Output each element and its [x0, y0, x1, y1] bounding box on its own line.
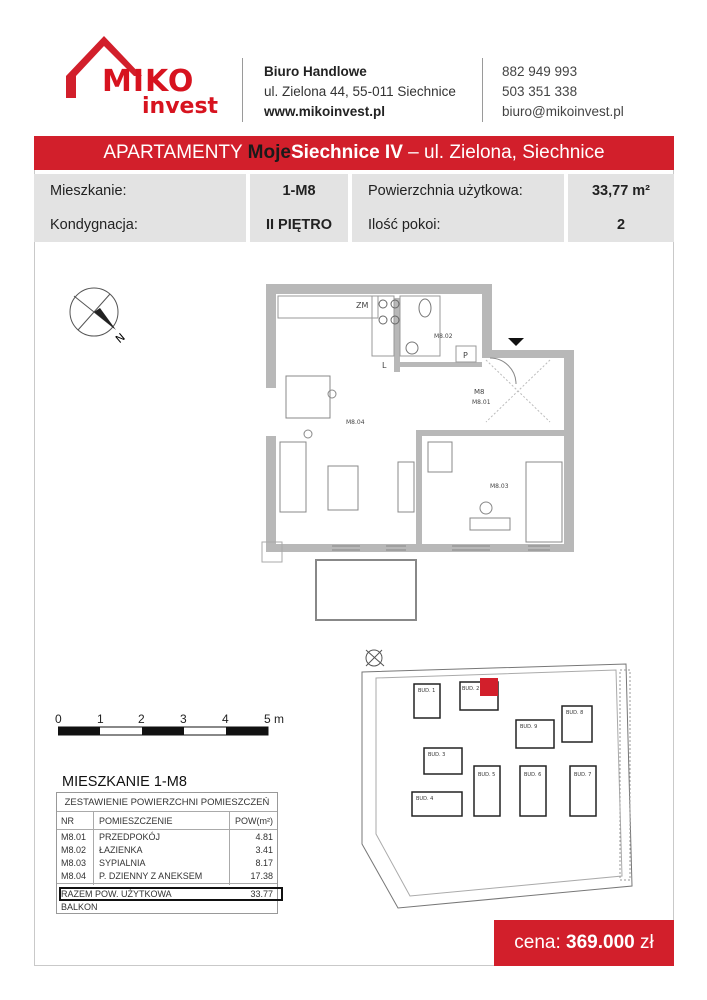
row-area: 8.17 [255, 858, 273, 868]
entrance-arrow-icon [508, 338, 524, 346]
info-row-2 [34, 208, 674, 242]
area-value: 33,77 m² [568, 174, 674, 208]
price-currency: zł [634, 932, 654, 953]
north-arrow-icon [66, 286, 136, 346]
website-link[interactable]: www.mikoinvest.pl [264, 104, 386, 119]
flat-value: 1-M8 [250, 174, 348, 208]
row-nr: M8.02 [61, 845, 87, 855]
contact-info [502, 62, 624, 122]
office-info [264, 62, 456, 122]
email-link[interactable]: biuro@mikoinvest.pl [502, 104, 624, 119]
scale-tick-5: 5 m [264, 712, 285, 726]
miko-invest-logo [64, 34, 229, 118]
flat-label: Mieszkanie: [34, 174, 246, 208]
table-row [57, 844, 277, 856]
site-label-8: BUD. 8 [566, 710, 584, 716]
total-row [57, 888, 277, 900]
row-room: P. DZIENNY Z ANEKSEM [99, 871, 203, 881]
area-table [56, 792, 278, 914]
floor-plan [250, 276, 580, 626]
row-area: 3.41 [255, 845, 273, 855]
site-plan [354, 644, 644, 914]
col-room: POMIESZCZENIE [99, 816, 173, 826]
phone-2[interactable]: 503 351 338 [502, 84, 578, 99]
table-row [57, 870, 277, 882]
svg-text:N: N [113, 330, 128, 346]
site-label-4: BUD. 4 [416, 796, 434, 802]
p-label: P [463, 351, 468, 360]
row-room: PRZEDPOKÓJ [99, 832, 161, 842]
highlighted-flat-marker [480, 678, 498, 696]
divider [482, 58, 483, 122]
total-label: RAZEM POW. UŻYTKOWA [61, 889, 172, 899]
zm-label: ZM [356, 301, 369, 310]
logo-miko-text: MIKO [102, 64, 195, 99]
table-column-headers [57, 815, 277, 827]
title-suffix: – ul. Zielona, Siechnice [402, 142, 605, 163]
rooms-value: 2 [568, 208, 674, 242]
site-label-5: BUD. 5 [478, 772, 496, 778]
price-label: cena: [514, 932, 567, 953]
floor-label: Kondygnacja: [34, 208, 246, 242]
row-room: SYPIALNIA [99, 858, 146, 868]
row-area: 17.38 [250, 871, 273, 881]
divider [242, 58, 243, 122]
site-label-7: BUD. 7 [574, 772, 592, 778]
title-moje: Moje [247, 142, 291, 163]
m8-label: M8 [474, 388, 485, 396]
title-siechnice: Siechnice IV [290, 142, 403, 163]
m803-label: M8.03 [490, 483, 509, 490]
title-bar [34, 136, 674, 170]
site-label-3: BUD. 3 [428, 752, 446, 758]
row-nr: M8.03 [61, 858, 87, 868]
table-title: MIESZKANIE 1-M8 [62, 774, 187, 790]
total-value: 33.77 [250, 889, 273, 899]
office-title: Biuro Handlowe [264, 64, 367, 79]
l-label: L [382, 361, 387, 370]
scale-tick-3: 3 [180, 712, 187, 726]
scale-tick-4: 4 [222, 712, 229, 726]
site-label-1: BUD. 1 [418, 688, 436, 694]
floor-value: II PIĘTRO [250, 208, 348, 242]
row-nr: M8.01 [61, 832, 87, 842]
rooms-label: Ilość pokoi: [352, 208, 564, 242]
site-label-9: BUD. 9 [520, 724, 538, 730]
scale-tick-0: 0 [55, 712, 62, 726]
scale-tick-1: 1 [97, 712, 104, 726]
scale-bar [58, 726, 270, 736]
table-row [57, 857, 277, 869]
table-header: ZESTAWIENIE POWIERZCHNI POMIESZCZEŃ [64, 797, 270, 808]
row-nr: M8.04 [61, 871, 87, 881]
row-room: ŁAZIENKA [99, 845, 143, 855]
m802-label: M8.02 [434, 333, 453, 340]
site-label-6: BUD. 6 [524, 772, 542, 778]
balcony-label: BALKON [61, 902, 98, 912]
price-value: 369.000 [566, 932, 635, 953]
title-prefix: APARTAMENTY [103, 142, 248, 163]
col-area: POW(m²) [235, 816, 273, 826]
logo-invest-text: invest [142, 94, 219, 119]
col-nr: NR [61, 816, 74, 826]
row-area: 4.81 [255, 832, 273, 842]
m801-label: M8.01 [472, 399, 491, 406]
table-row [57, 831, 277, 843]
site-label-2: BUD. 2 [462, 686, 480, 692]
office-address: ul. Zielona 44, 55-011 Siechnice [264, 84, 456, 99]
phone-1[interactable]: 882 949 993 [502, 64, 578, 79]
price-badge [494, 920, 674, 966]
m804-label: M8.04 [346, 419, 365, 426]
scale-tick-2: 2 [138, 712, 145, 726]
balcony-row [57, 901, 277, 913]
info-row-1 [34, 174, 674, 208]
area-label: Powierzchnia użytkowa: [352, 174, 564, 208]
